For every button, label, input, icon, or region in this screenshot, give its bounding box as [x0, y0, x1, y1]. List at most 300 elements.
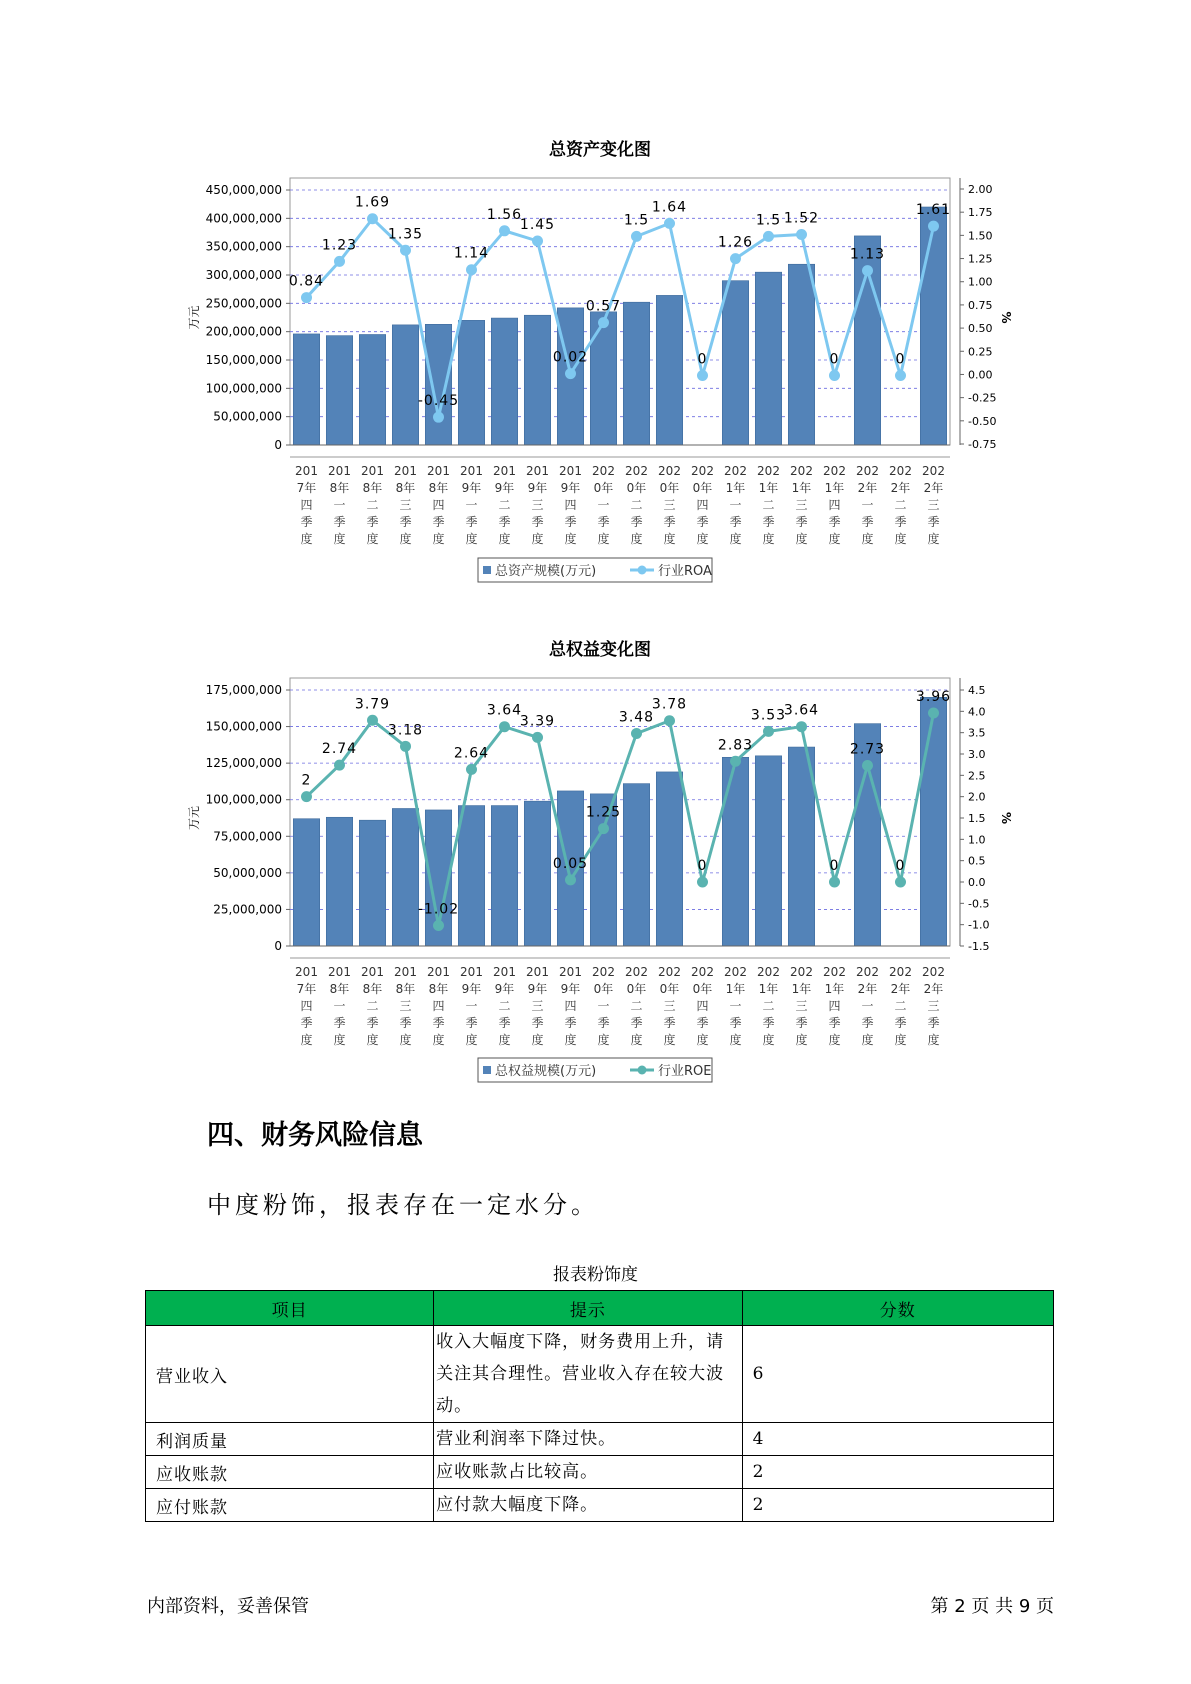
x-tick-label: 季	[861, 1016, 874, 1030]
x-tick-label: 度	[894, 532, 907, 546]
risk-conclusion: 中度粉饰，报表存在一定水分。	[207, 1191, 599, 1219]
x-tick-label: 2年	[923, 481, 944, 495]
x-tick-label: 202	[757, 965, 780, 979]
line-point	[433, 920, 444, 931]
x-tick-label: 度	[564, 1033, 577, 1047]
line-point	[631, 231, 642, 242]
y2-tick-label: 2.00	[968, 183, 993, 196]
x-tick-label: 1年	[725, 481, 746, 495]
point-label: 1.13	[849, 246, 886, 263]
x-tick-label: 202	[757, 464, 780, 478]
x-tick-label: 0年	[659, 481, 680, 495]
point-label: 1.14	[453, 245, 490, 262]
x-tick-label: 度	[663, 532, 676, 546]
x-tick-label: 季	[465, 515, 478, 529]
x-tick-label: 8年	[362, 481, 383, 495]
y-tick-label: 25,000,000	[213, 902, 282, 917]
bar-mark	[458, 806, 484, 946]
line-point	[301, 791, 312, 802]
point-label: 1.23	[321, 237, 358, 254]
x-tick-label: 201	[394, 464, 417, 478]
bar-mark	[491, 806, 517, 946]
x-tick-label: 度	[630, 1033, 643, 1047]
x-tick-label: 季	[927, 1016, 940, 1030]
x-tick-label: 一	[465, 498, 478, 512]
x-tick-label: 度	[828, 1033, 841, 1047]
line-point	[466, 764, 477, 775]
x-tick-label: 2年	[857, 481, 878, 495]
x-tick-label: 度	[333, 532, 346, 546]
line-point	[334, 760, 345, 771]
x-tick-label: 二	[630, 498, 643, 512]
x-tick-label: 季	[795, 1016, 808, 1030]
x-tick-label: 季	[828, 1016, 841, 1030]
x-tick-label: 度	[366, 1033, 379, 1047]
point-label: -1.02	[417, 901, 460, 918]
x-tick-label: 0年	[626, 982, 647, 996]
y2-tick-label: 2.0	[968, 790, 986, 804]
x-tick-label: 季	[795, 515, 808, 529]
x-tick-label: 四	[432, 999, 445, 1013]
x-tick-label: 一	[861, 999, 874, 1013]
point-label: 1.5	[623, 212, 650, 229]
x-tick-label: 度	[366, 532, 379, 546]
x-tick-label: 度	[432, 1033, 445, 1047]
point-label: 1.26	[717, 234, 754, 251]
bar-mark	[524, 801, 550, 946]
bar-mark	[392, 325, 418, 445]
line-point	[730, 253, 741, 264]
y2-tick-label: 0.5	[968, 854, 986, 868]
line-point	[829, 877, 840, 888]
x-tick-label: 二	[630, 999, 643, 1013]
x-tick-label: 202	[790, 464, 813, 478]
x-tick-label: 季	[531, 1016, 544, 1030]
row-item: 应付账款	[146, 1489, 434, 1522]
bar-mark	[293, 819, 319, 946]
y2-tick-label: -0.25	[968, 391, 997, 405]
line-point	[598, 823, 609, 834]
x-tick-label: 季	[762, 1016, 775, 1030]
y2-tick-label: 4.0	[968, 705, 986, 719]
legend-line-marker	[638, 1066, 647, 1075]
point-label: 1.69	[354, 194, 391, 211]
bar-mark	[656, 772, 682, 946]
bar-mark	[623, 784, 649, 946]
total-assets-chart	[0, 130, 1191, 600]
point-label: 0.57	[585, 298, 622, 315]
point-label: 0.02	[552, 349, 589, 366]
x-tick-label: 季	[399, 1016, 412, 1030]
x-tick-label: 季	[300, 1016, 313, 1030]
x-tick-label: 四	[432, 498, 445, 512]
x-tick-label: 四	[696, 498, 709, 512]
y-tick-label: 150,000,000	[205, 353, 282, 367]
x-tick-label: 四	[828, 498, 841, 512]
y-tick-label: 100,000,000	[205, 381, 282, 396]
x-tick-label: 度	[762, 1033, 775, 1047]
y2-axis-label: %	[999, 311, 1013, 324]
x-tick-label: 三	[927, 498, 940, 512]
x-tick-label: 度	[696, 1033, 709, 1047]
x-tick-label: 三	[663, 999, 676, 1013]
x-tick-label: 9年	[494, 481, 515, 495]
point-label: 3.64	[486, 702, 523, 719]
y-axis-label: 万元	[187, 805, 201, 831]
line-point	[466, 264, 477, 275]
section-heading: 四、财务风险信息	[207, 1120, 423, 1151]
y-tick-label: 175,000,000	[205, 683, 282, 697]
x-tick-label: 201	[559, 965, 582, 979]
bar-mark	[359, 335, 385, 446]
legend-line-marker	[638, 566, 647, 575]
row-item: 应收账款	[146, 1456, 434, 1489]
point-label: 2.64	[453, 745, 490, 762]
x-tick-label: 季	[597, 1016, 610, 1030]
chart-title: 总资产变化图	[549, 140, 651, 160]
y-tick-label: 450,000,000	[205, 183, 282, 197]
x-tick-label: 季	[828, 515, 841, 529]
x-tick-label: 度	[597, 532, 610, 546]
y-tick-label: 0	[274, 438, 282, 452]
x-tick-label: 7年	[296, 982, 317, 996]
x-tick-label: 201	[460, 965, 483, 979]
line-point	[334, 256, 345, 267]
row-item: 利润质量	[146, 1423, 434, 1456]
point-label: 3.78	[651, 696, 688, 713]
x-tick-label: 2年	[923, 982, 944, 996]
point-label: 0	[895, 351, 906, 368]
x-tick-label: 201	[361, 965, 384, 979]
row-score: 6	[742, 1326, 1053, 1423]
point-label: 2	[301, 772, 312, 789]
line-point	[895, 370, 906, 381]
x-tick-label: 度	[927, 1033, 940, 1047]
line-point	[598, 317, 609, 328]
x-tick-label: 度	[927, 532, 940, 546]
y-tick-label: 0	[274, 939, 282, 953]
x-tick-label: 202	[625, 965, 648, 979]
point-label: 0	[697, 351, 708, 368]
x-tick-label: 四	[564, 999, 577, 1013]
line-point	[730, 756, 741, 767]
x-tick-label: 度	[630, 532, 643, 546]
y2-tick-label: 1.5	[968, 812, 986, 825]
x-tick-label: 度	[498, 1033, 511, 1047]
y-axis-label: 万元	[187, 305, 201, 330]
x-tick-label: 季	[597, 515, 610, 529]
x-tick-label: 季	[696, 1016, 709, 1030]
legend-bar-label: 总权益规模(万元)	[495, 1064, 597, 1079]
x-tick-label: 度	[597, 1033, 610, 1047]
x-tick-label: 季	[333, 515, 346, 529]
point-label: 0.05	[552, 855, 589, 872]
point-label: 3.96	[915, 689, 952, 706]
y2-tick-label: 0.25	[968, 345, 993, 359]
legend-bar-swatch	[483, 566, 491, 574]
line-point	[862, 760, 873, 771]
x-tick-label: 度	[696, 532, 709, 546]
x-tick-label: 二	[366, 999, 379, 1013]
table-row	[146, 1326, 1054, 1423]
x-tick-label: 季	[465, 1016, 478, 1030]
x-tick-label: 度	[531, 532, 544, 546]
y2-tick-label: 3.0	[968, 748, 986, 761]
point-label: 3.79	[354, 696, 391, 713]
x-tick-label: 二	[894, 498, 907, 512]
bar-mark	[425, 324, 451, 445]
x-tick-label: 季	[399, 515, 412, 529]
whitewash-table	[145, 1290, 1054, 1522]
bar-mark	[623, 302, 649, 445]
x-tick-label: 季	[432, 1016, 445, 1030]
x-tick-label: 0年	[692, 982, 713, 996]
y2-tick-label: 3.5	[968, 726, 986, 740]
point-label: 0.84	[288, 273, 325, 290]
line-point	[301, 292, 312, 303]
x-tick-label: 一	[597, 999, 610, 1013]
x-tick-label: 201	[295, 464, 318, 478]
x-tick-label: 201	[526, 965, 549, 979]
bar-mark	[920, 207, 946, 445]
point-label: 2.74	[321, 741, 358, 758]
x-tick-label: 三	[399, 999, 412, 1013]
total-equity-chart	[0, 630, 1191, 1100]
table-row	[146, 1489, 1054, 1522]
x-tick-label: 二	[762, 999, 775, 1013]
x-tick-label: 201	[394, 965, 417, 979]
x-tick-label: 1年	[758, 982, 779, 996]
x-tick-label: 季	[729, 1016, 742, 1030]
line-point	[697, 370, 708, 381]
x-tick-label: 2年	[890, 982, 911, 996]
bar-mark	[524, 315, 550, 445]
x-tick-label: 季	[564, 1016, 577, 1030]
line-point	[532, 732, 543, 743]
point-label: 0	[829, 351, 840, 368]
x-tick-label: 季	[300, 515, 313, 529]
x-tick-label: 度	[729, 532, 742, 546]
x-tick-label: 201	[361, 464, 384, 478]
x-tick-label: 季	[663, 1016, 676, 1030]
x-tick-label: 8年	[329, 481, 350, 495]
x-tick-label: 度	[729, 1033, 742, 1047]
point-label: 1.35	[387, 226, 424, 243]
x-tick-label: 一	[729, 999, 742, 1013]
x-tick-label: 度	[828, 532, 841, 546]
x-tick-label: 度	[432, 532, 445, 546]
x-tick-label: 202	[724, 464, 747, 478]
x-tick-label: 季	[564, 515, 577, 529]
bar-mark	[788, 264, 814, 445]
x-tick-label: 202	[592, 464, 615, 478]
x-tick-label: 201	[295, 965, 318, 979]
x-tick-label: 202	[592, 965, 615, 979]
header-score: 分数	[742, 1291, 1053, 1326]
point-label: 3.39	[519, 713, 556, 730]
bar-mark	[722, 281, 748, 445]
point-label: 0	[895, 858, 906, 874]
x-tick-label: 一	[597, 498, 610, 512]
x-tick-label: 201	[493, 965, 516, 979]
line-point	[697, 877, 708, 888]
y2-tick-label: 1.00	[968, 275, 993, 289]
x-tick-label: 9年	[461, 982, 482, 996]
point-label: 3.53	[750, 707, 787, 724]
line-point	[763, 231, 774, 242]
x-tick-label: 0年	[692, 481, 713, 495]
x-tick-label: 三	[531, 498, 544, 512]
header-item: 项目	[146, 1291, 434, 1326]
y2-tick-label: 0.0	[968, 876, 986, 889]
x-tick-label: 2年	[857, 982, 878, 996]
x-tick-label: 季	[432, 515, 445, 529]
x-tick-label: 201	[427, 965, 450, 979]
y2-tick-label: 1.50	[968, 229, 993, 243]
point-label: 3.18	[387, 722, 424, 739]
x-tick-label: 8年	[428, 982, 449, 996]
x-tick-label: 二	[498, 498, 511, 512]
y2-tick-label: -1.0	[968, 918, 990, 932]
point-label: 1.25	[585, 804, 622, 821]
x-tick-label: 三	[531, 999, 544, 1013]
bar-mark	[590, 312, 616, 445]
y2-tick-label: 1.0	[968, 833, 986, 847]
y2-tick-label: 4.5	[968, 684, 986, 697]
bar-mark	[491, 318, 517, 445]
row-score: 2	[742, 1456, 1053, 1489]
x-tick-label: 8年	[395, 982, 416, 996]
y-tick-label: 100,000,000	[205, 792, 282, 807]
line-point	[433, 412, 444, 423]
x-tick-label: 度	[498, 532, 511, 546]
bar-mark	[326, 817, 352, 946]
y-tick-label: 150,000,000	[205, 719, 282, 734]
x-tick-label: 1年	[791, 982, 812, 996]
y2-tick-label: -0.75	[968, 438, 997, 451]
x-tick-label: 季	[762, 515, 775, 529]
x-tick-label: 季	[861, 515, 874, 529]
x-tick-label: 201	[493, 464, 516, 478]
line-point	[763, 726, 774, 737]
line-point	[631, 728, 642, 739]
x-tick-label: 9年	[527, 982, 548, 996]
y2-tick-label: 1.25	[968, 252, 993, 266]
row-hint: 应收账款占比较高。	[434, 1456, 742, 1489]
x-tick-label: 季	[498, 1016, 511, 1030]
x-tick-label: 度	[795, 1033, 808, 1047]
x-tick-label: 四	[564, 498, 577, 512]
x-tick-label: 度	[399, 532, 412, 546]
y2-tick-label: 0.75	[968, 298, 993, 312]
y2-tick-label: -0.50	[968, 414, 997, 428]
x-tick-label: 0年	[626, 481, 647, 495]
x-tick-label: 三	[795, 999, 808, 1013]
chart-title: 总权益变化图	[549, 640, 651, 660]
x-tick-label: 季	[894, 1016, 907, 1030]
bar-mark	[458, 320, 484, 445]
line-point	[664, 218, 675, 229]
point-label: 3.48	[618, 709, 655, 726]
point-label: 1.56	[486, 206, 523, 223]
x-tick-label: 202	[889, 965, 912, 979]
x-tick-label: 一	[861, 498, 874, 512]
x-tick-label: 8年	[428, 481, 449, 495]
point-label: 1.61	[915, 202, 952, 219]
bar-mark	[293, 334, 319, 445]
x-tick-label: 9年	[494, 982, 515, 996]
y-tick-label: 50,000,000	[213, 865, 282, 880]
x-tick-label: 一	[333, 999, 346, 1013]
x-tick-label: 二	[894, 999, 907, 1013]
y-tick-label: 125,000,000	[205, 756, 282, 771]
line-point	[796, 229, 807, 240]
x-tick-label: 202	[790, 965, 813, 979]
header-hint: 提示	[434, 1291, 742, 1326]
y2-tick-label: 0.50	[968, 322, 993, 336]
line-point	[499, 225, 510, 236]
x-tick-label: 四	[300, 498, 313, 512]
x-tick-label: 201	[526, 464, 549, 478]
x-tick-label: 季	[894, 515, 907, 529]
x-tick-label: 三	[663, 498, 676, 512]
line-point	[367, 213, 378, 224]
x-tick-label: 季	[630, 1016, 643, 1030]
point-label: 2.83	[717, 737, 754, 754]
line-point	[565, 874, 576, 885]
x-tick-label: 度	[300, 532, 313, 546]
line-point	[928, 221, 939, 232]
table-header-row	[146, 1291, 1054, 1326]
x-tick-label: 9年	[527, 481, 548, 495]
x-tick-label: 2年	[890, 481, 911, 495]
x-tick-label: 9年	[560, 481, 581, 495]
line-point	[367, 715, 378, 726]
x-tick-label: 1年	[791, 481, 812, 495]
line-point	[796, 721, 807, 732]
y-tick-label: 250,000,000	[205, 296, 282, 311]
bar-mark	[326, 336, 352, 445]
y-tick-label: 400,000,000	[205, 211, 282, 226]
line-point	[928, 708, 939, 719]
x-tick-label: 一	[729, 498, 742, 512]
line-point	[862, 265, 873, 276]
point-label: 0	[697, 858, 708, 874]
table-caption: 报表粉饰度	[553, 1265, 638, 1285]
x-tick-label: 一	[333, 498, 346, 512]
x-tick-label: 7年	[296, 481, 317, 495]
x-tick-label: 202	[856, 464, 879, 478]
x-tick-label: 季	[531, 515, 544, 529]
bar-mark	[920, 697, 946, 946]
table-row	[146, 1456, 1054, 1489]
x-tick-label: 202	[658, 464, 681, 478]
x-tick-label: 201	[427, 464, 450, 478]
x-tick-label: 1年	[725, 982, 746, 996]
x-tick-label: 季	[366, 1016, 379, 1030]
footer-page-number: 第 2 页 共 9 页	[930, 1596, 1054, 1617]
x-tick-label: 202	[658, 965, 681, 979]
x-tick-label: 202	[922, 965, 945, 979]
x-tick-label: 四	[828, 999, 841, 1013]
point-label: 1.45	[519, 217, 556, 233]
point-label: -0.45	[417, 393, 460, 410]
point-label: 0	[829, 858, 840, 874]
y2-axis-label: %	[999, 811, 1013, 825]
x-tick-label: 四	[300, 999, 313, 1013]
legend-bar-label: 总资产规模(万元)	[495, 564, 597, 579]
y-tick-label: 50,000,000	[213, 409, 282, 424]
